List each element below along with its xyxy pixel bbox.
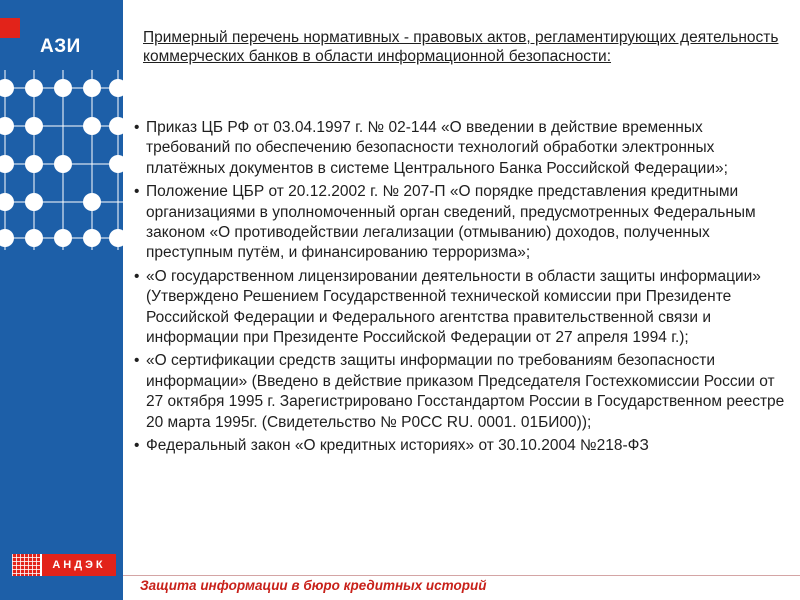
circuit-grid-decoration bbox=[0, 0, 123, 260]
footer-divider bbox=[123, 575, 800, 576]
slide-heading: Примерный перечень нормативных - правовых актов, регламентирующих деятельность коммерческих банков в области информационной безопасности: bbox=[143, 29, 779, 65]
grid-dot bbox=[83, 79, 101, 97]
grid-dot bbox=[25, 117, 43, 135]
grid-dot bbox=[0, 117, 14, 135]
bullet-icon: • bbox=[134, 183, 140, 201]
list-item-text: Федеральный закон «О кредитных историях» от 30.10.2004 №218-ФЗ bbox=[146, 437, 649, 455]
grid-dot bbox=[25, 229, 43, 247]
list-item bbox=[134, 351, 790, 433]
grid-dot bbox=[0, 193, 14, 211]
list-item bbox=[134, 182, 790, 264]
logo-pattern-icon bbox=[12, 554, 40, 576]
bullet-icon: • bbox=[134, 352, 140, 370]
act-list bbox=[134, 118, 790, 460]
list-item-text: Положение ЦБР от 20.12.2002 г. № 207-П «О порядке представления кредитными организациями в уполномоченный орган сведений, предусмотренных Федеральным законом «О противодействии легализации (отмыванию) доходов, полученных преступным путём, и финансированию терроризма»; bbox=[146, 183, 756, 262]
list-item-text: Приказ ЦБ РФ от 03.04.1997 г. № 02-144 «О введении в действие временных требований по обеспечению безопасности технологий обработки электронных платёжных документов в системе Центрального Банка Российской Федерации»; bbox=[146, 119, 728, 177]
bullet-icon: • bbox=[134, 437, 140, 455]
list-item-text: «О государственном лицензировании деятельности в области защиты информации» (Утверждено Решением Государственной технической комиссии при Президенте Российской Федерации и Федерального агентства правительственной связи и информации при Президенте Российской Федерации от 27 апреля 1994 г.); bbox=[146, 267, 761, 347]
grid-dot bbox=[109, 229, 123, 247]
grid-dot bbox=[83, 117, 101, 135]
grid-dot bbox=[25, 79, 43, 97]
grid-dot bbox=[0, 155, 14, 173]
bullet-icon: • bbox=[134, 119, 140, 136]
grid-dot bbox=[0, 79, 14, 97]
andek-logo bbox=[12, 554, 116, 576]
grid-dot bbox=[25, 155, 43, 173]
footer-title: Защита информации в бюро кредитных историй bbox=[140, 578, 487, 593]
list-item bbox=[134, 267, 790, 349]
grid-dot bbox=[83, 229, 101, 247]
list-item bbox=[134, 436, 790, 456]
grid-dot bbox=[54, 229, 72, 247]
sidebar-label: АЗИ bbox=[40, 36, 81, 57]
sidebar bbox=[0, 0, 123, 600]
grid-dot bbox=[25, 193, 43, 211]
logo-text: АНДЭК bbox=[40, 554, 116, 576]
grid-dot bbox=[109, 79, 123, 97]
list-item-text: «О сертификации средств защиты информации по требованиям безопасности информации» (Введено в действие приказом Председателя Гостехкомиссии России от 27 октября 1995 г. Зарегистрировано Госстандартом России в Государственном реестре 20 марта 1995г. (Свидетельство № Р0СС RU. 0001. 01БИ00)); bbox=[146, 352, 785, 431]
list-item bbox=[134, 118, 790, 179]
grid-dot bbox=[109, 117, 123, 135]
grid-dot bbox=[0, 229, 14, 247]
grid-dot bbox=[54, 79, 72, 97]
grid-dot bbox=[109, 155, 123, 173]
grid-dot bbox=[54, 155, 72, 173]
bullet-icon: • bbox=[134, 267, 140, 285]
grid-dot bbox=[83, 193, 101, 211]
